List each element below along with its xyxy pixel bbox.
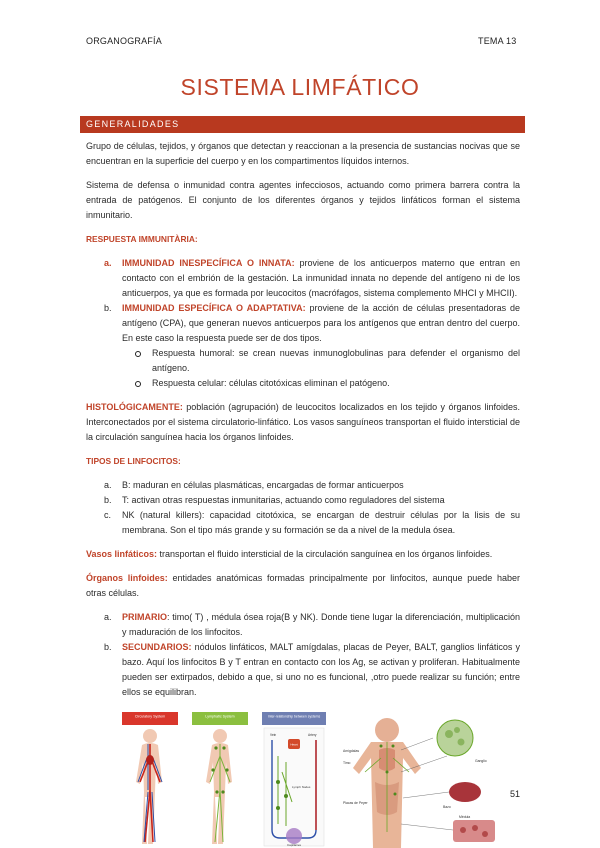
list-item (86, 301, 520, 391)
inter-relationship-diagram (264, 728, 324, 847)
label-vein: Vein (270, 733, 277, 737)
label-artery: Artery (308, 733, 317, 737)
text-innata: proviene de los anticuerpos materno que entran en contacto con el embrión de la gestación. La inmunidad innata no depende del antígeno ni de los anticuerpos, ya que es formada por leucocitos (macrófagos, sistema complemento MHCI y MHCII). (122, 258, 520, 298)
label-heart: Heart (290, 742, 298, 747)
list-item (86, 640, 520, 700)
text-adaptativa: proviene de la acción de células presentadoras de antígeno (CPA), que generan nuevos anticuerpos para los antígenos que entran dentro del cuerpo. En este caso la respuesta puede ser de dos tipos. (122, 303, 521, 343)
label-placas: Placas de Peyer (343, 801, 368, 805)
heading-tipos: TIPOS DE LINFOCITOS: (86, 456, 181, 466)
term-adaptativa: IMMUNIDAD ESPECÍFICA O ADAPTATIVA: (122, 303, 306, 313)
text-primario: : timo( T) , médula ósea roja(B y NK). Donde tiene lugar la diferenciación, multiplicación y maduración de los linfocitos. (122, 612, 520, 637)
sub-humoral: Respuesta humoral: se crean nuevas inmunoglobulinas para defender el organismo del antígeno. (152, 348, 520, 373)
bullet-icon (135, 381, 141, 387)
marrow-illustration-icon (453, 820, 495, 842)
list-item (86, 478, 520, 493)
list-item (122, 346, 520, 376)
paragraph-intro: Grupo de células, tejidos, y órganos que detectan y reaccionan a la presencia de sustancias nocivas que se encuentran en la superficie del cuerpo y en los compartimentos líquidos internos. (86, 141, 520, 166)
header-subject: ORGANOGRAFÍA (86, 36, 162, 46)
text-histo: población (agrupación) de leucocitos localizados en los tejido y órganos linfoides. Interconectados por el sistema circulatorio-linfático. Los vasos sanguíneos transportan el fluido intersticial de la circulación sanguínea hacia los órganos linfoides. (86, 402, 520, 442)
term-vasos: Vasos linfáticos: (86, 549, 158, 559)
list-marker: a. (104, 612, 112, 622)
list-item (86, 256, 520, 301)
figure-anatomy (335, 712, 505, 848)
figure-anatomy-illustration (335, 712, 505, 848)
page-title: SISTEMA LIMFÁTICO (180, 74, 420, 100)
header-topic: TEMA 13 (478, 36, 517, 46)
tipos-list (86, 478, 520, 538)
list-marker: c. (104, 510, 112, 520)
paragraph-organos (86, 571, 520, 601)
list-item (86, 508, 520, 538)
label-ganglio: Ganglio (475, 759, 487, 763)
list-marker: b. (104, 303, 112, 313)
page-number: 51 (510, 789, 521, 799)
heading-respuesta: RESPUESTA IMMUNITÀRIA: (86, 234, 198, 244)
tipo-b: B: maduran en células plasmáticas, encargadas de formar anticuerpos (122, 480, 404, 490)
list-marker: b. (104, 495, 112, 505)
label-bazo: Bazo (443, 805, 451, 809)
text-vasos: transportan el fluido intersticial de la circulación sanguínea en los órganos linfoides. (157, 549, 493, 559)
term-secundarios: SECUNDARIOS: (122, 642, 192, 652)
respuesta-list (86, 256, 520, 391)
list-item (86, 610, 520, 640)
spleen-illustration-icon (449, 782, 481, 802)
list-marker: a. (104, 258, 112, 268)
sublist-respuesta (122, 346, 520, 391)
figure-systems-illustration (120, 712, 330, 848)
text-secundarios: nódulos linfáticos, MALT amígdalas, placas de Peyer, BALT, ganglios linfáticos y bazo. Aquí los linfocitos B y T entran en contacto con los Ag, se activan y proliferan. Habitualmente pueden ser extirpados, debido a que, si uno no es funcional, ,otro puede realizar su función; entre ellos se equilibran. (122, 642, 520, 697)
figure-systems (120, 712, 330, 848)
list-marker: b. (104, 642, 112, 652)
list-item (86, 493, 520, 508)
term-innata: IMMUNIDAD INESPECÍFICA O INNATA: (122, 258, 295, 268)
label-amigdalas: Amígdalas (343, 749, 360, 753)
term-primario: PRIMARIO (122, 612, 167, 622)
document-body (86, 139, 520, 700)
label-lymph-nodes: Lymph Nodes (292, 785, 311, 789)
lymphatic-label: Lymphatic System (205, 714, 235, 719)
paragraph-vasos (86, 547, 520, 562)
bullet-icon (135, 351, 141, 357)
paragraph-defense: Sistema de defensa o inmunidad contra agentes infecciosos, actuando como primera barrera contra la entrada de patógenos. El conjunto de los diferentes órganos y tejidos linfáticos forman el sistema inmunitario. (86, 180, 520, 220)
paragraph-histo (86, 400, 520, 445)
list-marker: a. (104, 480, 112, 490)
label-medula: Médula (459, 815, 471, 819)
circulatory-label: Circulatory System (134, 714, 166, 719)
tipo-nk: NK (natural killers): capacidad citotóxica, se encargan de destruir células por la lisis de su membrana. Son el tipo más grande y su formación se da a nivel de la medula ósea. (122, 510, 520, 535)
lymphatic-body-icon (206, 729, 232, 844)
text-organos: entidades anatómicas formadas principalmente por linfocitos, aunque puede haber otras células. (86, 573, 520, 598)
label-capillaries: Capillaries (286, 843, 302, 847)
sub-celular: Respuesta celular: células citotóxicas eliminan el patógeno. (152, 378, 390, 388)
node-illustration-icon (437, 720, 473, 756)
section-heading-generalidades: GENERALIDADES (80, 116, 525, 133)
inter-label: Inter-relationship between systems (267, 714, 321, 719)
list-item (122, 376, 520, 391)
circulatory-body-icon (136, 729, 162, 844)
label-timo: Timo (343, 761, 351, 765)
term-organos: Órganos linfoides: (86, 573, 168, 583)
organos-list (86, 610, 520, 700)
term-histo: HISTOLÓGICAMENTE: (86, 402, 183, 412)
tipo-t: T: activan otras respuestas inmunitarias, actuando como reguladores del sistema (122, 495, 445, 505)
